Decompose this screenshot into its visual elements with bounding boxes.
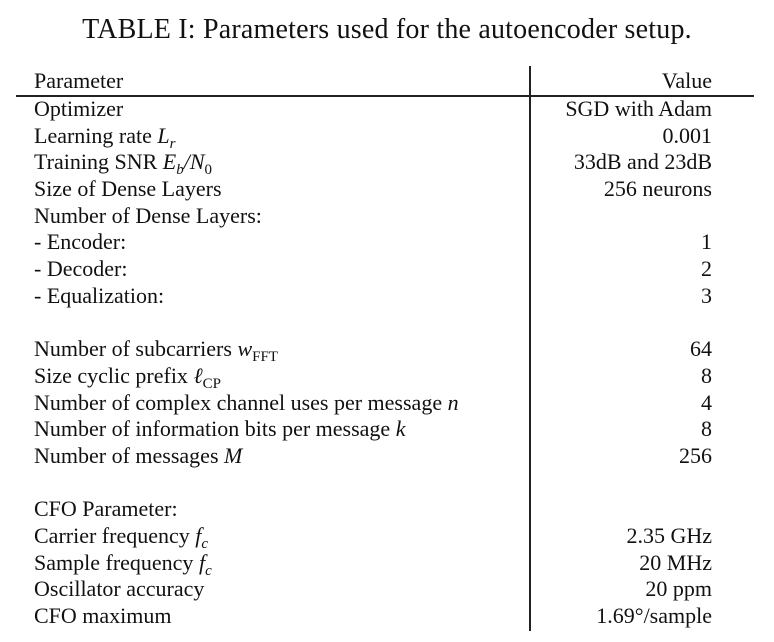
table-row — [16, 550, 754, 577]
table-row — [16, 256, 754, 283]
table-row — [16, 576, 754, 603]
parameter-cell — [34, 390, 459, 416]
math-symbol: ℓ — [193, 362, 203, 388]
value-cell: 8 — [701, 416, 712, 442]
math-subscript: CP — [202, 375, 221, 392]
math-symbol: M — [224, 442, 243, 468]
math-symbol: E — [162, 149, 177, 175]
value-cell: 0.001 — [662, 122, 712, 148]
value-cell: 3 — [701, 282, 712, 308]
math-subscript: r — [169, 135, 176, 152]
parameter-text: Carrier frequency — [34, 523, 196, 548]
parameter-cell — [34, 283, 164, 309]
value-cell: 1.69°/sample — [596, 603, 712, 629]
value-cell: 33dB and 23dB — [573, 149, 712, 175]
table-row — [16, 523, 754, 550]
parameter-text: Optimizer — [34, 96, 124, 121]
parameter-text: - Encoder: — [34, 229, 127, 255]
math-symbol: f — [198, 549, 206, 575]
parameter-cell — [34, 176, 222, 202]
table-row — [16, 310, 754, 337]
math-symbol: L — [157, 122, 170, 148]
parameter-cell — [34, 496, 178, 522]
table-row — [16, 123, 754, 150]
math-subscript: c — [205, 562, 212, 579]
table-row — [16, 203, 754, 230]
table-row — [16, 416, 754, 443]
value-cell: 2 — [701, 256, 712, 282]
value-cell: 256 — [679, 442, 712, 468]
value-cell: 1 — [701, 229, 712, 255]
table-row — [16, 96, 754, 123]
parameter-cell — [34, 96, 123, 122]
value-cell: 8 — [701, 362, 712, 388]
parameter-cell — [34, 256, 127, 282]
parameter-cell — [34, 576, 204, 602]
parameter-text: Training SNR — [34, 149, 163, 175]
parameter-cell — [34, 603, 172, 629]
parameter-cell — [34, 443, 242, 469]
parameter-text: Number of information bits per message — [34, 416, 396, 442]
table-row — [16, 470, 754, 497]
parameter-text: - Equalization: — [34, 282, 165, 308]
parameter-text: Number of Dense Layers: — [34, 202, 262, 228]
table-row — [16, 603, 754, 630]
math-subscript: c — [201, 536, 209, 552]
parameter-text: Size of Dense Layers — [34, 176, 222, 202]
math-symbol: w — [237, 336, 253, 362]
value-cell: 20 MHz — [639, 549, 712, 575]
parameter-cell — [34, 203, 262, 229]
parameter-text: Sample frequency — [34, 549, 199, 575]
value-cell: 2.35 GHz — [626, 523, 712, 548]
parameter-cell — [34, 416, 405, 442]
header-value: Value — [661, 68, 712, 93]
table-row — [16, 443, 754, 470]
parameter-text: Oscillator accuracy — [34, 576, 205, 602]
math-subscript-2: 0 — [204, 162, 213, 179]
value-cell: 4 — [701, 389, 712, 415]
table-row — [16, 336, 754, 366]
header-parameter: Parameter — [34, 68, 124, 93]
value-cell: 64 — [690, 336, 712, 362]
table-row — [16, 363, 754, 390]
parameter-text: Number of subcarriers — [34, 336, 238, 362]
parameter-text: Number of messages — [34, 442, 225, 468]
parameter-cell — [34, 523, 209, 552]
math-symbol: k — [395, 416, 406, 442]
table-caption: TABLE I: Parameters used for the autoencoder setup. — [82, 14, 692, 45]
math-symbol: n — [447, 389, 459, 415]
parameter-cell — [34, 549, 212, 579]
table-row — [16, 176, 754, 203]
parameter-text: CFO maximum — [34, 603, 172, 629]
math-subscript: b — [176, 162, 184, 179]
parameter-text: CFO Parameter: — [34, 496, 178, 522]
value-cell: 256 neurons — [603, 176, 712, 202]
table-row — [16, 149, 754, 179]
table-body — [16, 96, 754, 630]
parameter-text: - Decoder: — [34, 256, 128, 282]
math-tail: /N — [183, 149, 205, 175]
parameter-cell — [34, 336, 278, 366]
parameter-cell — [34, 362, 221, 392]
math-subscript: FFT — [252, 349, 278, 366]
table-row — [16, 496, 754, 523]
parameter-cell — [34, 149, 213, 179]
table-header — [16, 66, 754, 94]
parameter-cell — [34, 122, 176, 152]
parameter-cell — [34, 229, 126, 255]
parameter-text: Learning rate — [34, 122, 158, 148]
value-cell: SGD with Adam — [565, 96, 712, 121]
table-row — [16, 390, 754, 417]
math-symbol: f — [195, 523, 202, 548]
value-cell: 20 ppm — [645, 576, 712, 602]
parameter-text: Size cyclic prefix — [34, 362, 194, 388]
parameter-text: Number of complex channel uses per message — [34, 389, 448, 415]
table-row — [16, 229, 754, 256]
table-row — [16, 283, 754, 310]
